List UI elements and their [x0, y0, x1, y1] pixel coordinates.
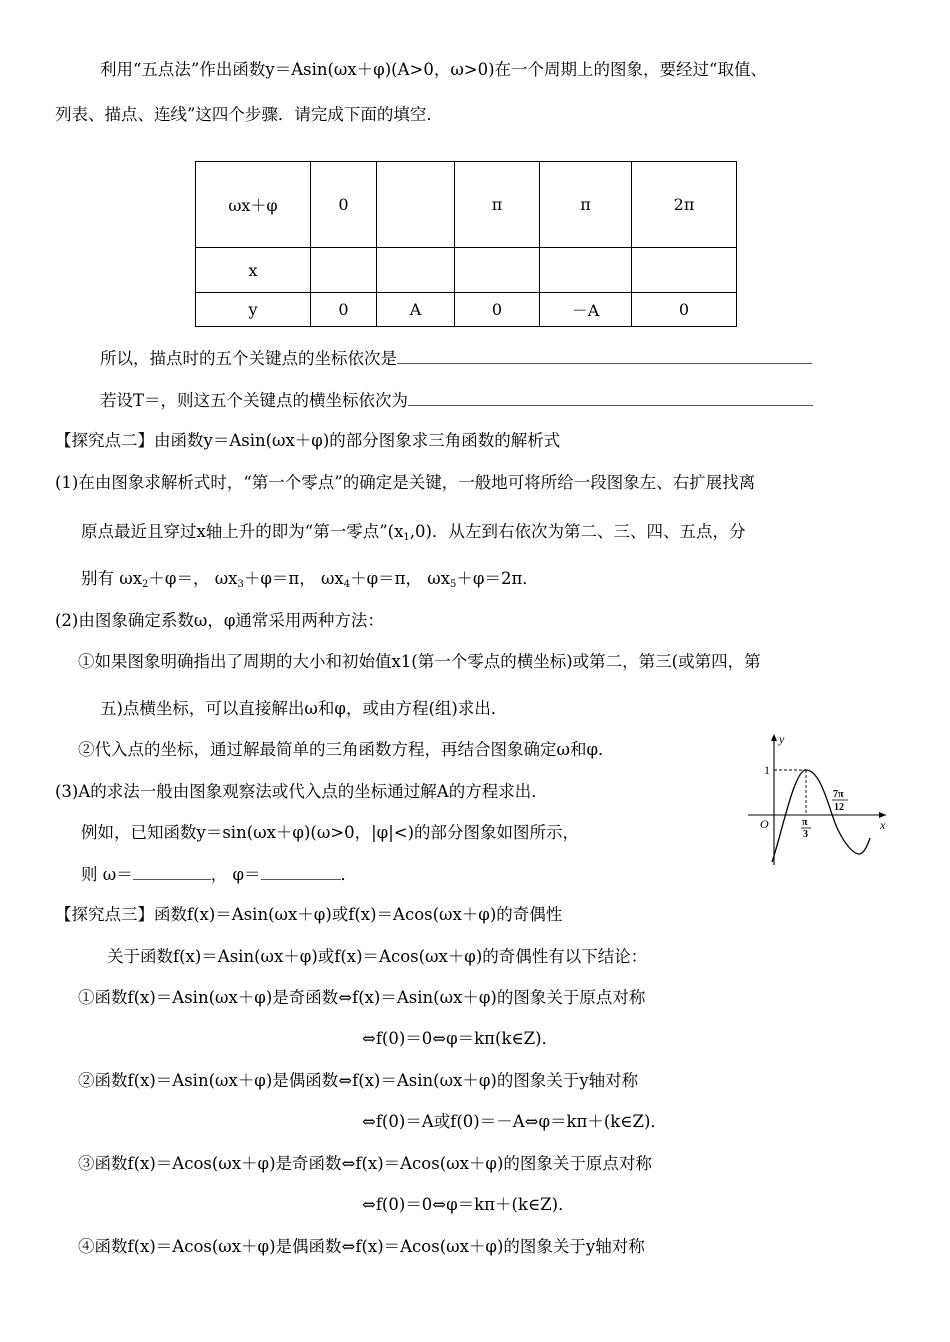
y-axis-arrow-icon [771, 734, 777, 741]
five-point-table [195, 161, 737, 327]
p1c-text: 别有 ωx [81, 569, 143, 588]
fill-text-2: 若设T＝，则这五个关键点的横坐标依次为 [100, 391, 409, 410]
p1b-text: 原点最近且穿过x轴上升的即为“第一零点”(x [81, 522, 404, 541]
section2-p1b [81, 521, 745, 543]
section2-p1c [81, 568, 539, 590]
section3-title: 【探究点三】函数f(x)＝Asin(ωx＋φ)或f(x)＝Acos(ωx＋φ)的奇偶性 [55, 905, 563, 924]
table-row [196, 248, 737, 293]
omega-blank[interactable] [133, 863, 211, 880]
sine-curve [772, 770, 870, 862]
table-cell: ωx＋φ [196, 162, 311, 248]
intro-line-2: 列表、描点、连线”这四个步骤．请完成下面的填空． [55, 105, 443, 124]
table-cell [311, 248, 377, 293]
section3-item-2: ②函数f(x)＝Asin(ωx＋φ)是偶函数⇔f(x)＝Asin(ωx＋φ)的图象关于y轴对称 [78, 1071, 639, 1090]
section3-item-2b: ⇔f(0)＝A或f(0)＝－A⇔φ＝kπ＋(k∈Z)． [362, 1112, 667, 1131]
table-cell [632, 248, 737, 293]
table-cell: x [196, 248, 311, 293]
fill-line-2 [100, 389, 813, 412]
p1b-text: ,0)．从左到右依次为第二、三、四、五点，分 [409, 522, 746, 541]
x-axis-label: x [880, 818, 886, 832]
tick-pi-over-3-numerator: π [802, 817, 808, 828]
table-cell [540, 248, 632, 293]
table-cell: 0 [632, 293, 737, 327]
section2-p2a1: ①如果图象明确指出了周期的大小和初始值x1(第一个零点的横坐标)或第二，第三(或第四，第 [78, 652, 761, 671]
answer-blank-1[interactable] [397, 347, 812, 364]
table-cell [377, 248, 455, 293]
example-line-1: 例如，已知函数y＝sin(ωx＋φ)(ω>0，|φ|<)的部分图象如图所示， [81, 823, 580, 842]
table-cell: －A [540, 293, 632, 327]
section3-item-3b: ⇔f(0)＝0⇔φ＝kπ＋(k∈Z)． [362, 1195, 575, 1214]
table-cell [455, 248, 540, 293]
table-cell: A [377, 293, 455, 327]
section3-intro: 关于函数f(x)＝Asin(ωx＋φ)或f(x)＝Acos(ωx＋φ)的奇偶性有以下结论： [107, 947, 648, 966]
section2-title: 【探究点二】由函数y＝Asin(ωx＋φ)的部分图象求三角函数的解析式 [55, 431, 561, 450]
section2-p2a2: 五)点横坐标，可以直接解出ω和φ，或由方程(组)求出． [100, 699, 508, 718]
table-row [196, 162, 737, 248]
table-cell: 2π [632, 162, 737, 248]
p1c-sub: 5 [450, 579, 457, 590]
phi-label: ， φ＝ [210, 865, 261, 884]
section2-p2: (2)由图象确定系数ω，φ通常采用两种方法： [55, 611, 384, 630]
table-cell: π [455, 162, 540, 248]
max-value-label: 1 [764, 763, 770, 777]
p1c-sub: 3 [237, 579, 244, 590]
answer-blank-2[interactable] [408, 389, 813, 406]
p1c-text: ＋φ＝2π． [456, 569, 539, 588]
origin-label: O [760, 817, 769, 831]
table-cell: π [540, 162, 632, 248]
section3-item-4: ④函数f(x)＝Acos(ωx＋φ)是偶函数⇔f(x)＝Acos(ωx＋φ)的图象关于y轴对称 [78, 1237, 645, 1256]
period: ． [340, 865, 358, 884]
p1c-sub: 4 [343, 579, 351, 590]
table-cell: 0 [311, 293, 377, 327]
tick-7pi-over-12-numerator: 7π [833, 789, 844, 800]
tick-7pi-over-12-denominator: 12 [834, 802, 844, 813]
p1c-text: ＋φ＝π， ωx [243, 569, 344, 588]
sine-graph-figure [738, 730, 893, 870]
p1c-text: ＋φ＝π， ωx [350, 569, 451, 588]
table-cell: 0 [311, 162, 377, 248]
section2-p3: (3)A的求法一般由图象观察法或代入点的坐标通过解A的方程求出． [55, 782, 548, 801]
table-cell [377, 162, 455, 248]
section2-p2b: ②代入点的坐标，通过解最简单的三角函数方程，再结合图象确定ω和φ． [78, 740, 615, 759]
fill-line-1 [100, 347, 812, 370]
intro-line-1: 利用“五点法”作出函数y＝Asin(ωx＋φ)(A>0，ω>0)在一个周期上的图象，要经过“取值、 [100, 60, 767, 79]
table-row [196, 293, 737, 327]
table-cell: y [196, 293, 311, 327]
section3-item-1: ①函数f(x)＝Asin(ωx＋φ)是奇函数⇔f(x)＝Asin(ωx＋φ)的图象关于原点对称 [78, 988, 646, 1007]
table-cell: 0 [455, 293, 540, 327]
p1b-sub: 1 [403, 532, 410, 543]
p1c-sub: 2 [142, 579, 149, 590]
fill-text-1: 所以，描点时的五个关键点的坐标依次是 [100, 349, 397, 368]
example-line-2 [81, 863, 357, 886]
y-axis-label: y [779, 732, 785, 746]
p1c-text: ＋φ＝， ωx [148, 569, 238, 588]
section2-p1a: (1)在由图象求解析式时，“第一个零点”的确定是关键，一般地可将所给一段图象左、右扩展找离 [55, 473, 756, 492]
section3-item-1b: ⇔f(0)＝0⇔φ＝kπ(k∈Z)． [362, 1029, 559, 1048]
tick-pi-over-3-denominator: 3 [803, 829, 808, 840]
phi-blank[interactable] [261, 863, 341, 880]
omega-label: 则 ω＝ [81, 865, 133, 884]
section3-item-3: ③函数f(x)＝Acos(ωx＋φ)是奇函数⇔f(x)＝Acos(ωx＋φ)的图象关于原点对称 [78, 1154, 652, 1173]
